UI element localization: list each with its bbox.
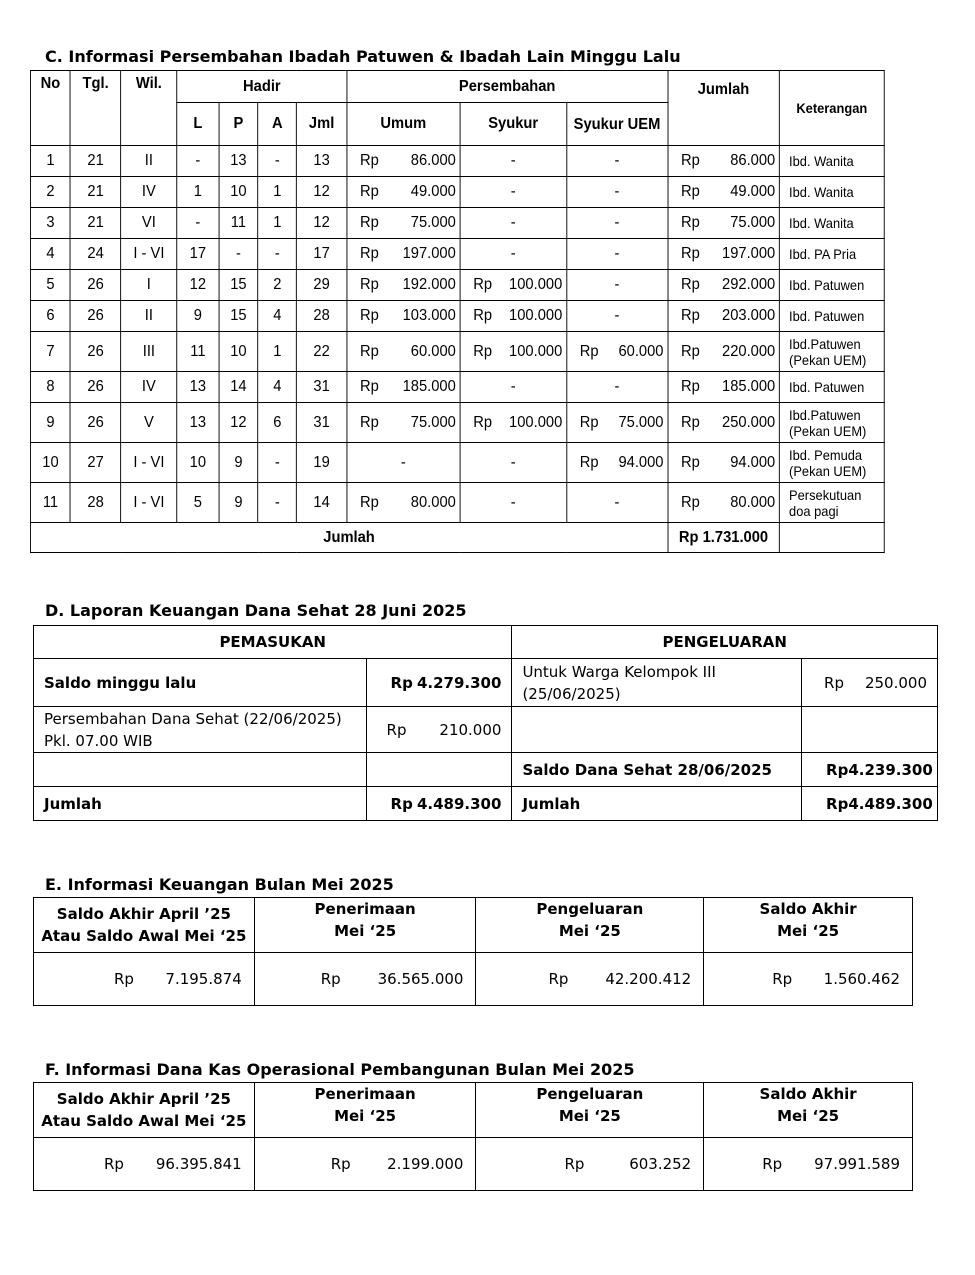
cell-jumlah: Rp 86.000 — [668, 146, 780, 177]
cell-jumlah: Rp 197.000 — [668, 239, 780, 270]
persembahan-amount: Rp 210.000 — [366, 707, 512, 753]
cell-jumlah: Rp 203.000 — [668, 301, 780, 332]
table-row — [30, 177, 884, 208]
saldo-akhir-label: Saldo Dana Sehat 28/06/2025 — [512, 753, 802, 787]
saldo-akhir-amount: Rp 4.239.300 — [802, 753, 938, 787]
cell-tgl: 28 — [70, 483, 120, 523]
cell-p: 15 — [219, 301, 258, 332]
saldo-awal-header: Saldo Akhir April ’25 Atau Saldo Awal Mei ‘25 — [34, 1083, 255, 1138]
cell-no: 11 — [30, 483, 70, 523]
cell-keterangan: Ibd. Wanita — [779, 177, 884, 208]
cell-no: 1 — [30, 146, 70, 177]
cell-l: 9 — [177, 301, 219, 332]
col-umum: Umum — [347, 103, 460, 146]
table-row — [30, 146, 884, 177]
cell-syukur: - — [460, 208, 566, 239]
empty-cell — [512, 707, 802, 753]
col-syukur: Syukur — [460, 103, 566, 146]
cell-jumlah: Rp 49.000 — [668, 177, 780, 208]
cell-jml: 28 — [297, 301, 347, 332]
cell-umum: Rp 197.000 — [347, 239, 460, 270]
cell-no: 10 — [30, 443, 70, 483]
cell-no: 3 — [30, 208, 70, 239]
cell-tgl: 26 — [70, 270, 120, 301]
warga-label: Untuk Warga Kelompok III (25/06/2025) — [512, 659, 802, 707]
table-row — [30, 332, 884, 372]
section-d-title: D. Laporan Keuangan Dana Sehat 28 Juni 2025 — [45, 601, 467, 620]
cell-wil: II — [121, 301, 177, 332]
cell-a: - — [258, 239, 296, 270]
cell-keterangan: Ibd. Patuwen — [779, 372, 884, 403]
cell-wil: I - VI — [121, 443, 177, 483]
cell-umum: Rp 192.000 — [347, 270, 460, 301]
cell-syukur: - — [460, 146, 566, 177]
cell-jml: 31 — [297, 372, 347, 403]
cell-syukur: - — [460, 372, 566, 403]
table-row — [30, 208, 884, 239]
cell-keterangan: Ibd. Patuwen — [779, 270, 884, 301]
penerimaan-header: Penerimaan Mei ‘25 — [254, 898, 476, 953]
cell-l: 13 — [177, 403, 219, 443]
empty-cell — [34, 753, 367, 787]
cell-jumlah: Rp 250.000 — [668, 403, 780, 443]
empty-cell — [802, 707, 938, 753]
cell-keterangan: Persekutuan doa pagi — [779, 483, 884, 523]
cell-no: 8 — [30, 372, 70, 403]
pengeluaran-header: Pengeluaran Mei ‘25 — [476, 1083, 704, 1138]
cell-jml: 12 — [297, 208, 347, 239]
cell-syukur: - — [460, 443, 566, 483]
cell-jumlah: Rp 75.000 — [668, 208, 780, 239]
cell-syukur-uem: Rp 75.000 — [566, 403, 667, 443]
jumlah-out-amount: Rp 4.489.300 — [802, 787, 938, 821]
cell-syukur-uem: - — [566, 301, 667, 332]
pengeluaran-value: Rp 42.200.412 — [476, 953, 704, 1006]
cell-keterangan: Ibd. PA Pria — [779, 239, 884, 270]
cell-p: 14 — [219, 372, 258, 403]
col-l: L — [177, 103, 219, 146]
cell-no: 4 — [30, 239, 70, 270]
cell-umum: Rp 49.000 — [347, 177, 460, 208]
cell-wil: I - VI — [121, 239, 177, 270]
cell-jumlah: Rp 292.000 — [668, 270, 780, 301]
persembahan-label: Persembahan Dana Sehat (22/06/2025) Pkl. 07.00 WIB — [34, 707, 367, 753]
saldo-akhir-value: Rp 97.991.589 — [704, 1138, 913, 1191]
col-persembahan: Persembahan — [347, 71, 668, 103]
cell-wil: IV — [121, 372, 177, 403]
cell-jumlah: Rp 80.000 — [668, 483, 780, 523]
cell-p: 10 — [219, 177, 258, 208]
jumlah-out-label: Jumlah — [512, 787, 802, 821]
pemasukan-header: PEMASUKAN — [34, 626, 512, 659]
section-f-title: F. Informasi Dana Kas Operasional Pembangunan Bulan Mei 2025 — [45, 1060, 635, 1079]
cell-umum: Rp 80.000 — [347, 483, 460, 523]
cell-jumlah: Rp 220.000 — [668, 332, 780, 372]
cell-no: 7 — [30, 332, 70, 372]
cell-l: 13 — [177, 372, 219, 403]
cell-p: 10 — [219, 332, 258, 372]
cell-wil: IV — [121, 177, 177, 208]
dana-sehat-table — [33, 625, 938, 821]
cell-syukur: - — [460, 177, 566, 208]
cell-a: - — [258, 146, 296, 177]
cell-syukur-uem: - — [566, 208, 667, 239]
cell-tgl: 21 — [70, 208, 120, 239]
cell-jml: 12 — [297, 177, 347, 208]
cell-syukur: - — [460, 239, 566, 270]
col-jumlah: Jumlah — [668, 71, 780, 146]
cell-a: 1 — [258, 208, 296, 239]
cell-no: 2 — [30, 177, 70, 208]
cell-umum: Rp 75.000 — [347, 403, 460, 443]
saldo-lalu-amount: Rp 4.279.300 — [366, 659, 512, 707]
cell-tgl: 27 — [70, 443, 120, 483]
pengeluaran-header: PENGELUARAN — [512, 626, 938, 659]
table-row — [30, 239, 884, 270]
cell-p: 11 — [219, 208, 258, 239]
col-syukur-uem: Syukur UEM — [566, 103, 667, 146]
cell-keterangan: Ibd.Patuwen (Pekan UEM) — [779, 332, 884, 372]
cell-l: 10 — [177, 443, 219, 483]
table-row — [30, 443, 884, 483]
cell-jml: 19 — [297, 443, 347, 483]
cell-l: 1 — [177, 177, 219, 208]
kas-pembangunan-table — [33, 1082, 913, 1191]
cell-l: 17 — [177, 239, 219, 270]
penerimaan-value: Rp 2.199.000 — [254, 1138, 476, 1191]
empty-cell — [366, 753, 512, 787]
cell-tgl: 21 — [70, 177, 120, 208]
col-a: A — [258, 103, 296, 146]
cell-syukur-uem: Rp 60.000 — [566, 332, 667, 372]
cell-p: 9 — [219, 483, 258, 523]
saldo-awal-header: Saldo Akhir April ’25 Atau Saldo Awal Mei ‘25 — [34, 898, 255, 953]
cell-tgl: 26 — [70, 301, 120, 332]
jumlah-in-amount: Rp 4.489.300 — [366, 787, 512, 821]
cell-umum: Rp 75.000 — [347, 208, 460, 239]
saldo-akhir-value: Rp 1.560.462 — [704, 953, 913, 1006]
cell-l: 12 — [177, 270, 219, 301]
cell-syukur: Rp 100.000 — [460, 403, 566, 443]
cell-syukur: Rp 100.000 — [460, 270, 566, 301]
saldo-akhir-header: Saldo Akhir Mei ‘25 — [704, 1083, 913, 1138]
cell-keterangan: Ibd. Patuwen — [779, 301, 884, 332]
cell-wil: I - VI — [121, 483, 177, 523]
cell-syukur-uem: - — [566, 146, 667, 177]
cell-a: 1 — [258, 332, 296, 372]
section-c-title: C. Informasi Persembahan Ibadah Patuwen & Ibadah Lain Minggu Lalu — [45, 47, 681, 66]
cell-tgl: 24 — [70, 239, 120, 270]
cell-jml: 22 — [297, 332, 347, 372]
cell-p: 12 — [219, 403, 258, 443]
cell-syukur: - — [460, 483, 566, 523]
cell-wil: II — [121, 146, 177, 177]
table-row — [30, 270, 884, 301]
cell-jml: 14 — [297, 483, 347, 523]
cell-umum: Rp 60.000 — [347, 332, 460, 372]
cell-a: 4 — [258, 301, 296, 332]
cell-l: 11 — [177, 332, 219, 372]
cell-keterangan: Ibd.Patuwen (Pekan UEM) — [779, 403, 884, 443]
cell-jumlah: Rp 185.000 — [668, 372, 780, 403]
cell-umum: - — [347, 443, 460, 483]
col-hadir: Hadir — [177, 71, 347, 103]
pengeluaran-header: Pengeluaran Mei ‘25 — [476, 898, 704, 953]
total-empty — [779, 523, 884, 553]
cell-wil: V — [121, 403, 177, 443]
cell-wil: VI — [121, 208, 177, 239]
col-jml: Jml — [297, 103, 347, 146]
section-e-title: E. Informasi Keuangan Bulan Mei 2025 — [45, 875, 394, 894]
cell-p: 9 — [219, 443, 258, 483]
cell-tgl: 26 — [70, 372, 120, 403]
cell-l: - — [177, 208, 219, 239]
cell-a: 1 — [258, 177, 296, 208]
pengeluaran-value: Rp 603.252 — [476, 1138, 704, 1191]
cell-wil: III — [121, 332, 177, 372]
offering-table — [30, 70, 885, 553]
cell-tgl: 26 — [70, 403, 120, 443]
saldo-awal-value: Rp 7.195.874 — [34, 953, 255, 1006]
cell-syukur: Rp 100.000 — [460, 332, 566, 372]
cell-jml: 17 — [297, 239, 347, 270]
cell-jml: 29 — [297, 270, 347, 301]
cell-umum: Rp 86.000 — [347, 146, 460, 177]
cell-jml: 13 — [297, 146, 347, 177]
cell-syukur-uem: - — [566, 270, 667, 301]
cell-p: 15 — [219, 270, 258, 301]
col-no: No — [30, 71, 70, 146]
col-tgl: Tgl. — [70, 71, 120, 146]
cell-syukur-uem: - — [566, 483, 667, 523]
table-row — [30, 372, 884, 403]
cell-tgl: 21 — [70, 146, 120, 177]
penerimaan-value: Rp 36.565.000 — [254, 953, 476, 1006]
cell-a: 4 — [258, 372, 296, 403]
cell-no: 6 — [30, 301, 70, 332]
cell-syukur: Rp 100.000 — [460, 301, 566, 332]
cell-a: 6 — [258, 403, 296, 443]
cell-keterangan: Ibd. Wanita — [779, 208, 884, 239]
cell-jumlah: Rp 94.000 — [668, 443, 780, 483]
cell-umum: Rp 103.000 — [347, 301, 460, 332]
cell-l: 5 — [177, 483, 219, 523]
cell-no: 9 — [30, 403, 70, 443]
cell-a: - — [258, 483, 296, 523]
col-wil: Wil. — [121, 71, 177, 146]
penerimaan-header: Penerimaan Mei ‘25 — [254, 1083, 476, 1138]
keuangan-mei-table — [33, 897, 913, 1006]
total-label: Jumlah — [30, 523, 667, 553]
cell-jml: 31 — [297, 403, 347, 443]
saldo-akhir-header: Saldo Akhir Mei ‘25 — [704, 898, 913, 953]
cell-a: 2 — [258, 270, 296, 301]
cell-syukur-uem: Rp 94.000 — [566, 443, 667, 483]
table-row — [30, 483, 884, 523]
cell-wil: I — [121, 270, 177, 301]
col-keterangan: Keterangan — [779, 71, 884, 146]
saldo-lalu-label: Saldo minggu lalu — [34, 659, 367, 707]
jumlah-in-label: Jumlah — [34, 787, 367, 821]
cell-p: - — [219, 239, 258, 270]
cell-syukur-uem: - — [566, 372, 667, 403]
col-p: P — [219, 103, 258, 146]
cell-l: - — [177, 146, 219, 177]
cell-syukur-uem: - — [566, 177, 667, 208]
cell-umum: Rp 185.000 — [347, 372, 460, 403]
cell-keterangan: Ibd. Pemuda (Pekan UEM) — [779, 443, 884, 483]
table-row — [30, 301, 884, 332]
total-value: Rp 1.731.000 — [668, 523, 780, 553]
cell-keterangan: Ibd. Wanita — [779, 146, 884, 177]
cell-tgl: 26 — [70, 332, 120, 372]
warga-amount: Rp 250.000 — [802, 659, 938, 707]
cell-syukur-uem: - — [566, 239, 667, 270]
saldo-awal-value: Rp 96.395.841 — [34, 1138, 255, 1191]
cell-a: - — [258, 443, 296, 483]
cell-p: 13 — [219, 146, 258, 177]
cell-no: 5 — [30, 270, 70, 301]
table-row — [30, 403, 884, 443]
